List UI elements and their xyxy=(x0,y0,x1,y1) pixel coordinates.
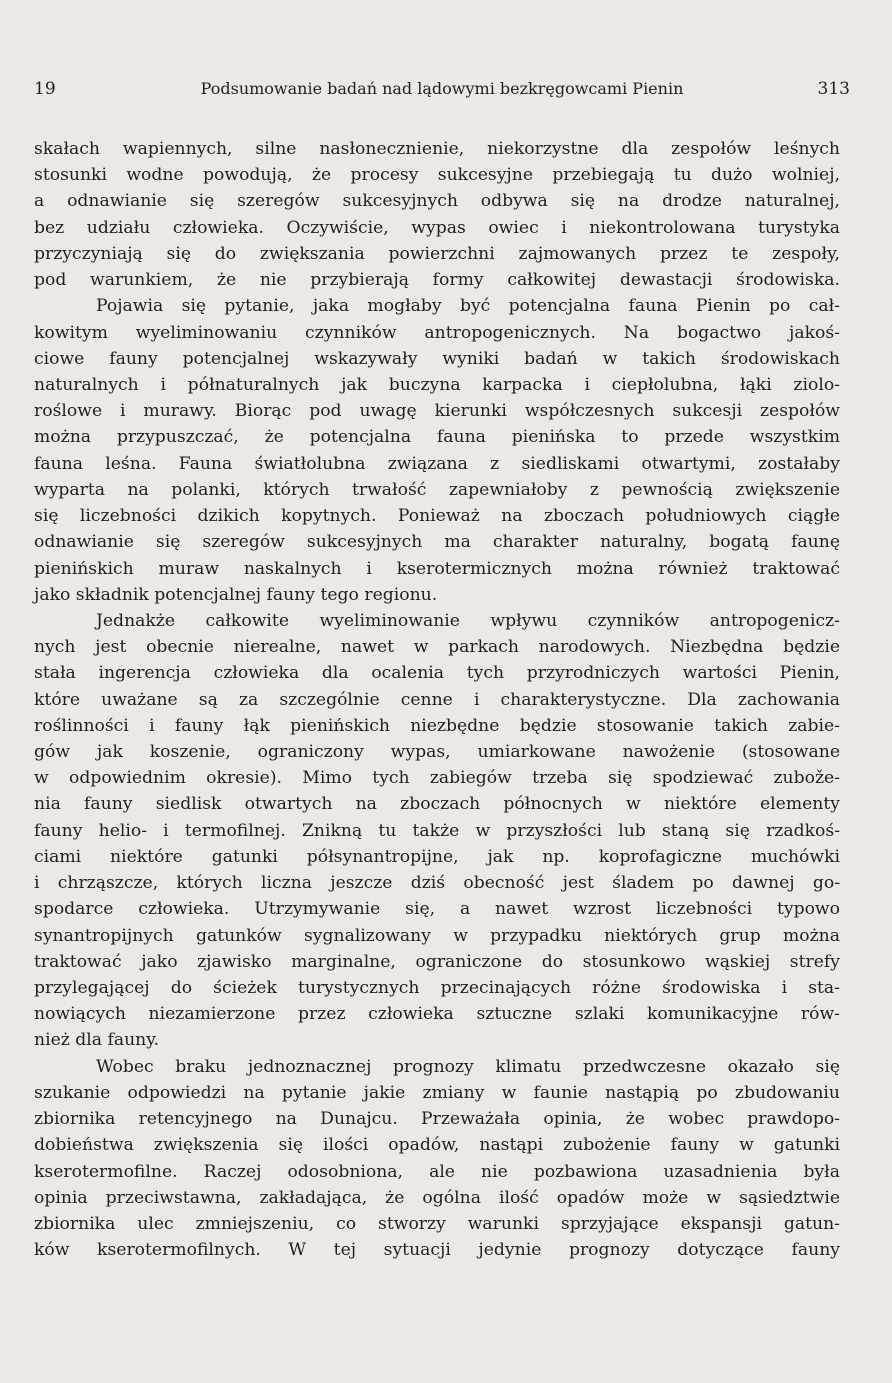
text-line: przyczyniają się do zwiększania powierzchni zajmowanych przez te zespoły, xyxy=(34,243,840,264)
text-line: Jednakże całkowite wyeliminowanie wpływu czynników antropogenicz- xyxy=(96,610,840,631)
text-line: dobieństwa zwiększenia się ilości opadów, nastąpi zubożenie fauny w gatunki xyxy=(34,1135,840,1156)
text-line: fauny helio- i termofilnej. Znikną tu także w przyszłości lub staną się rzadkoś- xyxy=(34,820,840,841)
text-line: które uważane są za szczególnie cenne i charakterystyczne. Dla zachowania xyxy=(34,689,840,710)
text-line: kowitym wyeliminowaniu czynników antropogenicznych. Na bogactwo jakoś- xyxy=(34,322,840,343)
text-line: Wobec braku jednoznacznej prognozy klimatu przedwczesne okazało się xyxy=(96,1056,840,1077)
text-line: przylegającej do ścieżek turystycznych przecinających różne środowiska i sta- xyxy=(34,978,840,998)
text-line: stała ingerencja człowieka dla ocalenia tych przyrodniczych wartości Pienin, xyxy=(34,663,840,684)
paragraph xyxy=(34,293,840,608)
text-line: stosunki wodne powodują, że procesy sukcesyjne przebiegają tu dużo wolniej, xyxy=(34,165,840,186)
text-line: opinia przeciwstawna, zakładająca, że ogólna ilość opadów może w sąsiedztwie xyxy=(34,1187,840,1208)
text-line: nież dla fauny. xyxy=(34,1030,160,1051)
text-line: ciowe fauny potencjalnej wskazywały wyniki badań w takich środowiskach xyxy=(34,348,840,369)
text-line: ków kserotermofilnych. W tej sytuacji jedynie prognozy dotyczące fauny xyxy=(34,1240,840,1261)
chapter-number: 19 xyxy=(34,79,56,99)
running-header xyxy=(34,77,850,101)
page-number: 313 xyxy=(817,79,850,99)
text-line: spodarce człowieka. Utrzymywanie się, a nawet wzrost liczebności typowo xyxy=(34,899,840,920)
text-line: bez udziału człowieka. Oczywiście, wypas owiec i niekontrolowana turystyka xyxy=(34,217,840,238)
text-line: roślowe i murawy. Biorąc pod uwagę kierunki współczesnych sukcesji zespołów xyxy=(34,401,840,422)
text-line: i chrząszcze, których liczna jeszcze dziś obecność jest śladem po dawnej go- xyxy=(34,873,840,894)
text-line: ciami niektóre gatunki półsynantropijne, jak np. koprofagiczne muchówki xyxy=(34,846,840,867)
text-line: można przypuszczać, że potencjalna fauna pienińska to przede wszystkim xyxy=(34,427,840,448)
text-line: w odpowiednim okresie). Mimo tych zabiegów trzeba się spodziewać zubože- xyxy=(34,768,840,789)
text-line: zbiornika retencyjnego na Dunajcu. Przeważała opinia, że wobec prawdopo- xyxy=(34,1109,840,1130)
text-line: się liczebności dzikich kopytnych. Ponieważ na zboczach południowych ciągłe xyxy=(34,506,840,527)
text-line: kserotermofilne. Raczej odosobniona, ale nie pozbawiona uzasadnienia była xyxy=(34,1161,840,1182)
text-line: nia fauny siedlisk otwartych na zboczach północnych w niektóre elementy xyxy=(34,794,840,815)
text-line: zbiornika ulec zmniejszeniu, co stworzy warunki sprzyjające ekspansji gatun- xyxy=(34,1213,840,1234)
text-line: Pojawia się pytanie, jaka mogłaby być potencjalna fauna Pienin po cał- xyxy=(96,296,840,317)
text-line: skałach wapiennych, silne nasłonecznienie, niekorzystne dla zespołów leśnych xyxy=(34,139,840,159)
text-line: traktować jako zjawisko marginalne, ograniczone do stosunkowo wąskiej strefy xyxy=(34,951,840,972)
paragraph xyxy=(34,1054,840,1264)
text-line: pienińskich muraw naskalnych i kserotermicznych można również traktować xyxy=(34,558,840,579)
text-line: synantropijnych gatunków sygnalizowany w przypadku niektórych grup można xyxy=(34,925,840,946)
running-title: Podsumowanie badań nad lądowymi bezkręgowcami Pienin xyxy=(200,79,684,98)
text-line: jako składnik potencjalnej fauny tego regionu. xyxy=(34,584,438,605)
text-line: nych jest obecnie nierealne, nawet w parkach narodowych. Niezbędna będzie xyxy=(34,637,840,658)
text-line: wyparta na polanki, których trwałość zapewniałoby z pewnością zwiększenie xyxy=(34,479,840,500)
text-line: fauna leśna. Fauna światłolubna związana z siedliskami otwartymi, zostałaby xyxy=(34,453,840,474)
paragraph xyxy=(34,136,840,293)
paragraph xyxy=(34,608,840,1054)
text-line: szukanie odpowiedzi na pytanie jakie zmiany w faunie nastąpią po zbudowaniu xyxy=(34,1082,840,1103)
body-text xyxy=(34,136,840,1263)
text-line: pod warunkiem, że nie przybierają formy całkowitej dewastacji środowiska. xyxy=(34,270,840,291)
text-line: roślinności i fauny łąk pienińskich niezbędne będzie stosowanie takich zabie- xyxy=(34,715,840,736)
text-line: nowiących niezamierzone przez człowieka sztuczne szlaki komunikacyjne rów- xyxy=(34,1004,840,1025)
text-line: odnawianie się szeregów sukcesyjnych ma charakter naturalny, bogatą faunę xyxy=(34,532,840,553)
text-line: naturalnych i półnaturalnych jak buczyna karpacka i ciepłolubna, łąki ziolo- xyxy=(34,374,840,395)
text-line: gów jak koszenie, ograniczony wypas, umiarkowane nawożenie (stosowane xyxy=(34,742,840,763)
text-line: a odnawianie się szeregów sukcesyjnych odbywa się na drodze naturalnej, xyxy=(34,191,840,212)
